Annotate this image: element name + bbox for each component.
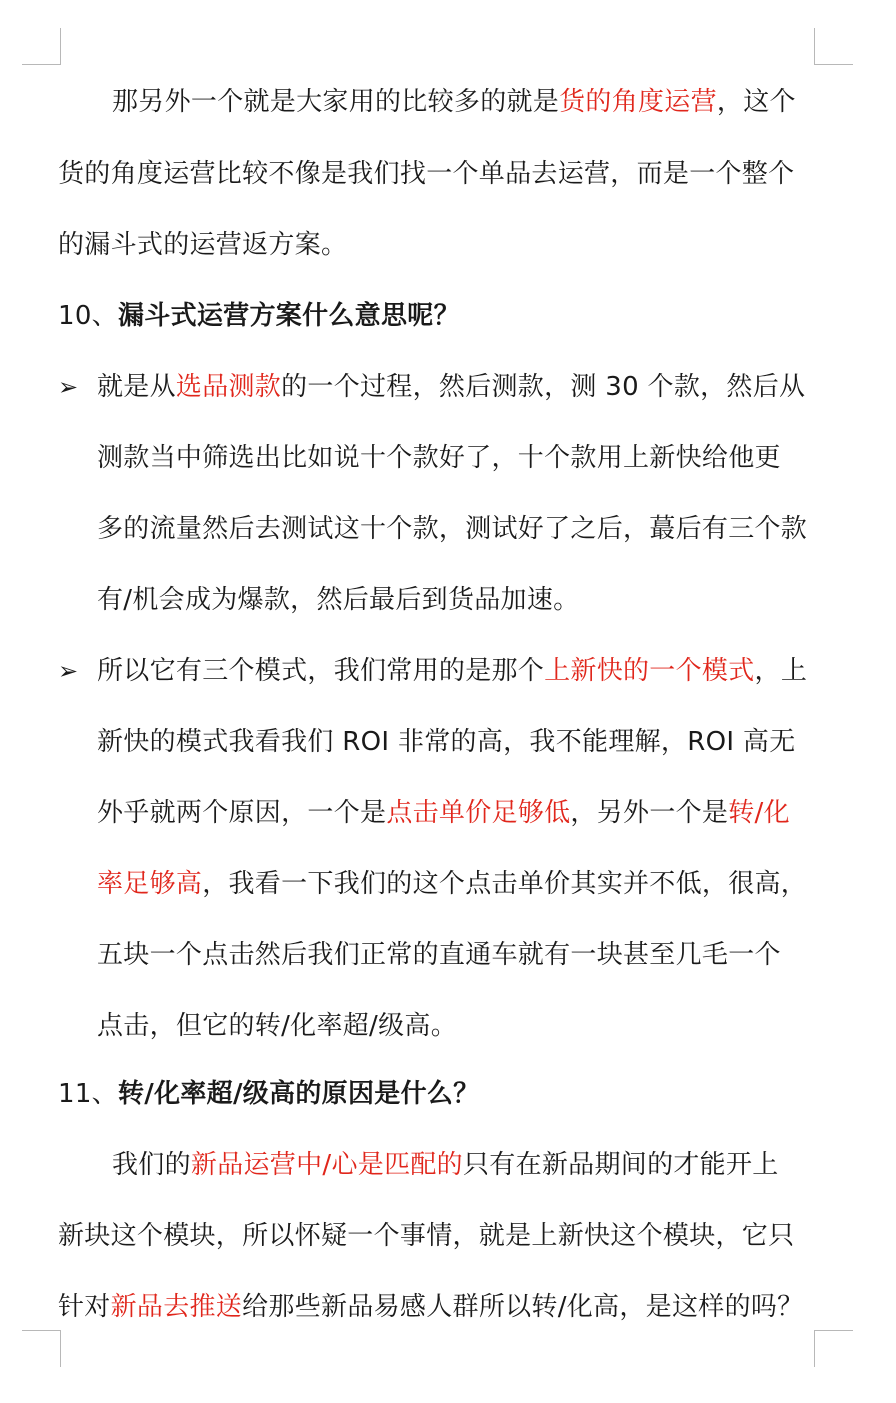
corner-mark-bottom-right: [814, 1330, 853, 1367]
text-segment: ，另外一个是: [570, 798, 729, 828]
highlight-text: 率足够高: [97, 869, 203, 899]
bullet-2-line-6: 点击，但它的转/化率超/级高。: [97, 1011, 458, 1041]
bullet-1-line-1: [97, 369, 805, 405]
heading-number: 10、: [58, 301, 118, 331]
highlight-text: 新品运营中/心是匹配的: [190, 1150, 463, 1180]
text-segment: ，上: [754, 656, 808, 686]
heading-number: 11、: [58, 1079, 118, 1109]
heading-text: 漏斗式运营方案什么意思呢？: [117, 301, 460, 331]
text-segment: 只有在新品期间的才能开上: [462, 1150, 779, 1180]
highlight-text: 货的角度运营: [559, 87, 717, 117]
text-segment: 外乎就两个原因，一个是: [97, 798, 387, 828]
text-segment: ，我看一下我们的这个点击单价其实并不低，很高，: [202, 869, 808, 899]
heading-10: [58, 298, 460, 334]
bullet-2-line-5: 五块一个点击然后我们正常的直通车就有一块甚至几毛一个: [97, 940, 781, 970]
corner-mark-top-left: [22, 28, 61, 65]
bullet-1-line-3: 多的流量然后去测试这十个款，测试好了之后，蕞后有三个款: [97, 514, 808, 544]
text-segment: 针对: [58, 1292, 111, 1322]
paragraph-1-line-3: 的漏斗式的运营返方案。: [58, 230, 348, 260]
bullet-2-line-2: 新快的模式我看我们 ROI 非常的高，我不能理解，ROI 高无: [97, 727, 796, 757]
text-segment: 所以它有三个模式，我们常用的是那个: [97, 656, 545, 686]
corner-mark-bottom-left: [22, 1330, 61, 1367]
highlight-text: 转/化: [728, 798, 790, 828]
highlight-text: 选品测款: [175, 372, 282, 402]
bullet-arrow-icon: ➢: [58, 373, 79, 401]
paragraph-2-line-1: [112, 1147, 779, 1183]
text-segment: 那另外一个就是大家用的比较多的就是: [112, 87, 560, 117]
paragraph-2-line-2: 新块这个模块，所以怀疑一个事情，就是上新快这个模块，它只: [58, 1221, 795, 1251]
bullet-1-line-2: 测款当中筛选出比如说十个款好了，十个款用上新快给他更: [97, 443, 781, 473]
bullet-2-line-1: [97, 653, 807, 689]
highlight-text: 点击单价足够低: [386, 798, 571, 828]
text-segment: ，这个: [716, 87, 796, 117]
highlight-text: 新品去推送: [110, 1292, 243, 1322]
text-segment: 我们的: [112, 1150, 191, 1180]
bullet-1-line-4: 有/机会成为爆款，然后最后到货品加速。: [97, 585, 580, 615]
heading-11: [58, 1076, 479, 1112]
text-segment: 给那些新品易感人群所以转/化高，是这样的吗？: [242, 1292, 804, 1322]
paragraph-2-line-3: [58, 1289, 804, 1325]
paragraph-1-line-2: 货的角度运营比较不像是我们找一个单品去运营，而是一个整个: [58, 159, 795, 189]
heading-text: 转/化率超/级高的原因是什么？: [117, 1079, 480, 1109]
bullet-2-line-4: [97, 866, 807, 902]
corner-mark-top-right: [814, 28, 853, 65]
paragraph-1-line-1: [112, 84, 796, 120]
text-segment: 就是从: [97, 372, 176, 402]
text-segment: 的一个过程，然后测款，测 30 个款，然后从: [281, 372, 806, 402]
bullet-2-line-3: [97, 795, 790, 831]
bullet-arrow-icon: ➢: [58, 657, 79, 685]
highlight-text: 上新快的一个模式: [544, 656, 755, 686]
